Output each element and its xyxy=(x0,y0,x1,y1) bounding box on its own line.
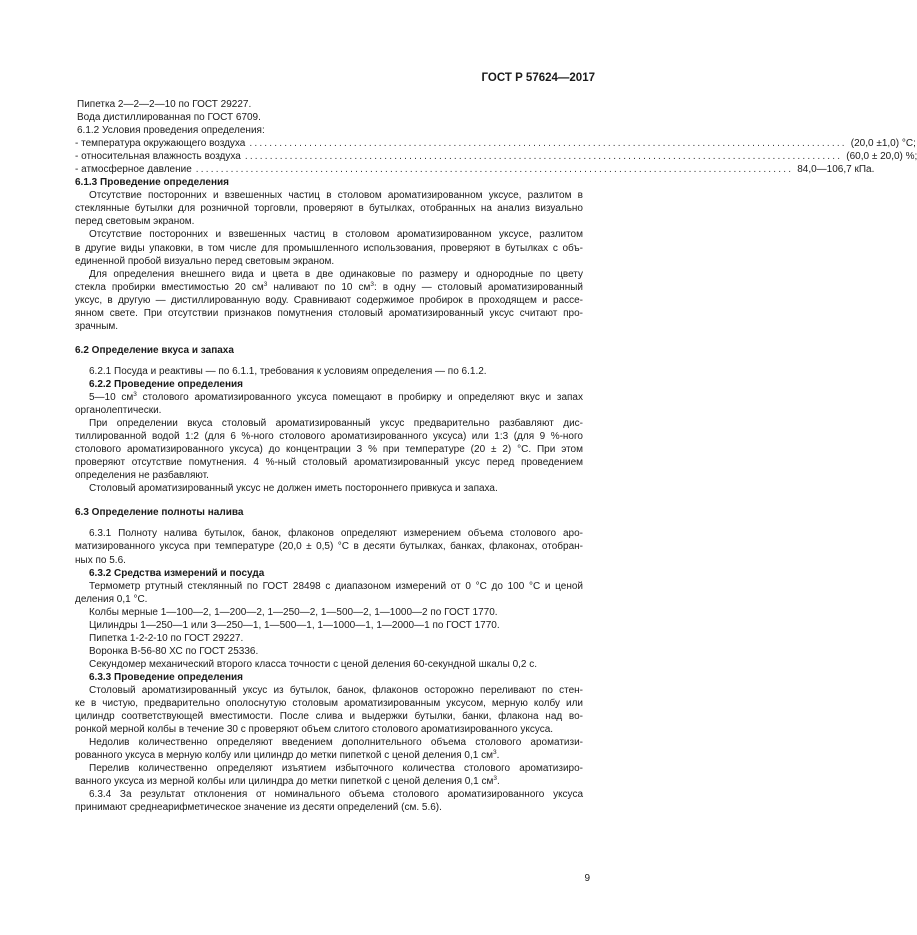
text-line: матизированного уксуса при температуре (20,0 ± 0,5) °С в десяти бутылках, банках, флаконах, отобран- xyxy=(75,541,583,553)
text-line: столового ароматизированного уксуса) до концентрации 3 % при температуре (20 ± 2) °С. При этом xyxy=(75,444,583,456)
text-fragment: : в одну — столовый ароматизированный xyxy=(373,281,583,293)
text-line: ке в чистую, предварительно ополоснутую столовым ароматизированным уксусом, мерную колбу или xyxy=(75,698,583,710)
text-line: Столовый ароматизированный уксус не должен иметь постороннего привкуса и запаха. xyxy=(89,483,498,495)
text-line: ронкой мерной колбы в течение 30 с проверяют объем слитого столового ароматизированного уксуса. xyxy=(75,724,554,736)
text-fragment: . xyxy=(496,750,500,762)
text-line: принимают среднеарифметическое значение из десяти определений (см. 5.6). xyxy=(75,802,442,814)
condition-value: 84,0—106,7 кПа. xyxy=(797,164,875,176)
text-fragment: ванного уксуса из мерной колбы или цилиндра до метки пипеткой с ценой деления 0,1 см xyxy=(75,776,494,788)
text-line: Пипетка 2—2—2—10 по ГОСТ 29227. xyxy=(77,99,252,110)
text-line: деления 0,1 °С. xyxy=(75,593,148,605)
section-heading-6-2-2: 6.2.2 Проведение определения xyxy=(89,378,243,390)
text-line: 6.3.1 Полноту налива бутылок, банок, флаконов определяют измерением объема столового аро- xyxy=(89,528,583,540)
condition-value: (20,0 ±1,0) °С; xyxy=(850,138,916,150)
text-line: единенной пробой визуально перед световым экраном. xyxy=(75,255,335,267)
text-line: проверяют отсутствие помутнения. 4 %-ный столовый ароматизированный уксус перед проведением xyxy=(75,457,583,469)
text-line: Столовый ароматизированный уксус из бутылок, банок, флаконов осторожно переливают по стен- xyxy=(89,684,583,696)
dot-leader: ........................................................................................................................ xyxy=(195,164,794,176)
section-heading-6-2: 6.2 Определение вкуса и запаха xyxy=(75,344,234,356)
condition-label: - атмосферное давление xyxy=(75,164,192,176)
text-line: Отсутствие посторонних и взвешенных частиц в столовом ароматизированном уксусе, разлитом в xyxy=(89,190,583,202)
text-line: Недолив количественно определяют введением дополнительного объема столового ароматизи- xyxy=(89,737,583,749)
text-line: 6.3.4 За результат отклонения от номинального объема столового ароматизированного уксуса xyxy=(89,789,583,801)
text-line: Перелив количественно определяют изъятием избыточного количества столового ароматизиро- xyxy=(89,763,583,775)
page-content xyxy=(75,98,917,814)
condition-label: - температура окружающего воздуха xyxy=(75,138,246,150)
text-line: янном свете. При отсутствии признаков помутнения столовый ароматизированный уксус считают про- xyxy=(75,307,583,319)
section-heading-6-1-3: 6.1.3 Проведение определения xyxy=(75,177,229,189)
text-fragment: столового ароматизированного уксуса помещают в пробирку и определяют вкус и запах xyxy=(136,391,583,403)
superscript: 3 xyxy=(493,749,497,757)
section-heading-6-3-2: 6.3.2 Средства измерений и посуда xyxy=(89,567,265,579)
text-line: перед световым экраном. xyxy=(75,216,195,228)
text-line: зрачным. xyxy=(75,320,119,332)
condition-humidity xyxy=(75,150,917,163)
section-heading-6-3-3: 6.3.3 Проведение определения xyxy=(89,671,243,683)
condition-pressure xyxy=(75,163,875,176)
text-line: цилиндр соответствующей вместимости. После слива и выдержки бутылки, банки, флакона над во- xyxy=(75,711,583,723)
dot-leader: ........................................................................................................................ xyxy=(249,138,847,150)
page-number: 9 xyxy=(584,873,590,884)
text-line: Термометр ртутный стеклянный по ГОСТ 28498 с диапазоном измерений от 0 °С до 100 °С и ценой xyxy=(89,580,583,592)
document-header-standard: ГОСТ Р 57624—2017 xyxy=(481,72,595,84)
text-line xyxy=(75,391,583,404)
text-line: При определении вкуса столовый ароматизированный уксус предварительно разбавляют дис- xyxy=(89,418,583,430)
text-line xyxy=(75,775,583,788)
text-line: ных по 5.6. xyxy=(75,554,126,566)
text-fragment: . xyxy=(496,776,500,788)
condition-value: (60,0 ± 20,0) %; xyxy=(846,151,917,163)
text-line xyxy=(75,281,583,294)
text-line: определения не разбавляют. xyxy=(75,470,209,482)
text-line: Вода дистиллированная по ГОСТ 6709. xyxy=(77,112,261,124)
text-fragment: 5—10 см xyxy=(89,391,134,403)
dot-leader: ........................................................................................................................ xyxy=(244,151,843,163)
text-line: в другие виды упаковки, в том числе для промышленного использования, проверяют в бутылках с объ- xyxy=(75,242,583,254)
text-line xyxy=(75,749,583,762)
text-line: Пипетка 1-2-2-10 по ГОСТ 29227. xyxy=(89,632,244,644)
superscript: 3 xyxy=(263,280,268,288)
section-heading-6-3: 6.3 Определение полноты налива xyxy=(75,507,244,519)
text-line: 6.1.2 Условия проведения определения: xyxy=(77,125,265,137)
text-line: стеклянные бутылки для розничной торговли, проверяют в бутылках, отобранных на анализ визуально xyxy=(75,203,583,215)
text-line: Воронка В-56-80 ХС по ГОСТ 25336. xyxy=(89,645,259,657)
text-line: Колбы мерные 1—100—2, 1—200—2, 1—250—2, 1—500—2, 1—1000—2 по ГОСТ 1770. xyxy=(89,606,498,618)
text-fragment: стекла пробирки вместимостью 20 см xyxy=(75,281,264,293)
text-line: уксус, в другую — дистиллированную воду. Сравнивают содержимое пробирок в проходящем и рассе- xyxy=(75,294,583,306)
text-line: Отсутствие посторонних и взвешенных частиц в столовом ароматизированном уксусе, разлитом xyxy=(89,229,583,241)
text-line: тиллированной водой 1:2 (для 6 %-ного столового ароматизированного уксуса) или 1:3 (для 9 %-ного xyxy=(75,431,583,443)
text-line: 6.2.1 Посуда и реактивы — по 6.1.1, требования к условиям определения — по 6.1.2. xyxy=(89,365,487,377)
text-line: Секундомер механический второго класса точности с ценой деления 60-секундной шкалы 0,2 с. xyxy=(89,658,538,670)
condition-label: - относительная влажность воздуха xyxy=(75,151,241,163)
text-line: органолептически. xyxy=(75,405,162,417)
superscript: 3 xyxy=(370,280,374,288)
text-line: Цилиндры 1—250—1 или 3—250—1, 1—500—1, 1—1000—1, 1—2000—1 по ГОСТ 1770. xyxy=(89,619,500,631)
superscript: 3 xyxy=(133,390,137,398)
superscript: 3 xyxy=(493,775,497,783)
text-fragment: наливают по 10 см xyxy=(267,281,371,293)
text-fragment: рованного уксуса в мерную колбу или цилиндр до метки пипеткой с ценой деления 0,1 см xyxy=(75,750,493,762)
text-line: Для определения внешнего вида и цвета в две одинаковые по размеру и однородные по цвету xyxy=(89,268,583,280)
condition-temperature xyxy=(75,137,916,150)
